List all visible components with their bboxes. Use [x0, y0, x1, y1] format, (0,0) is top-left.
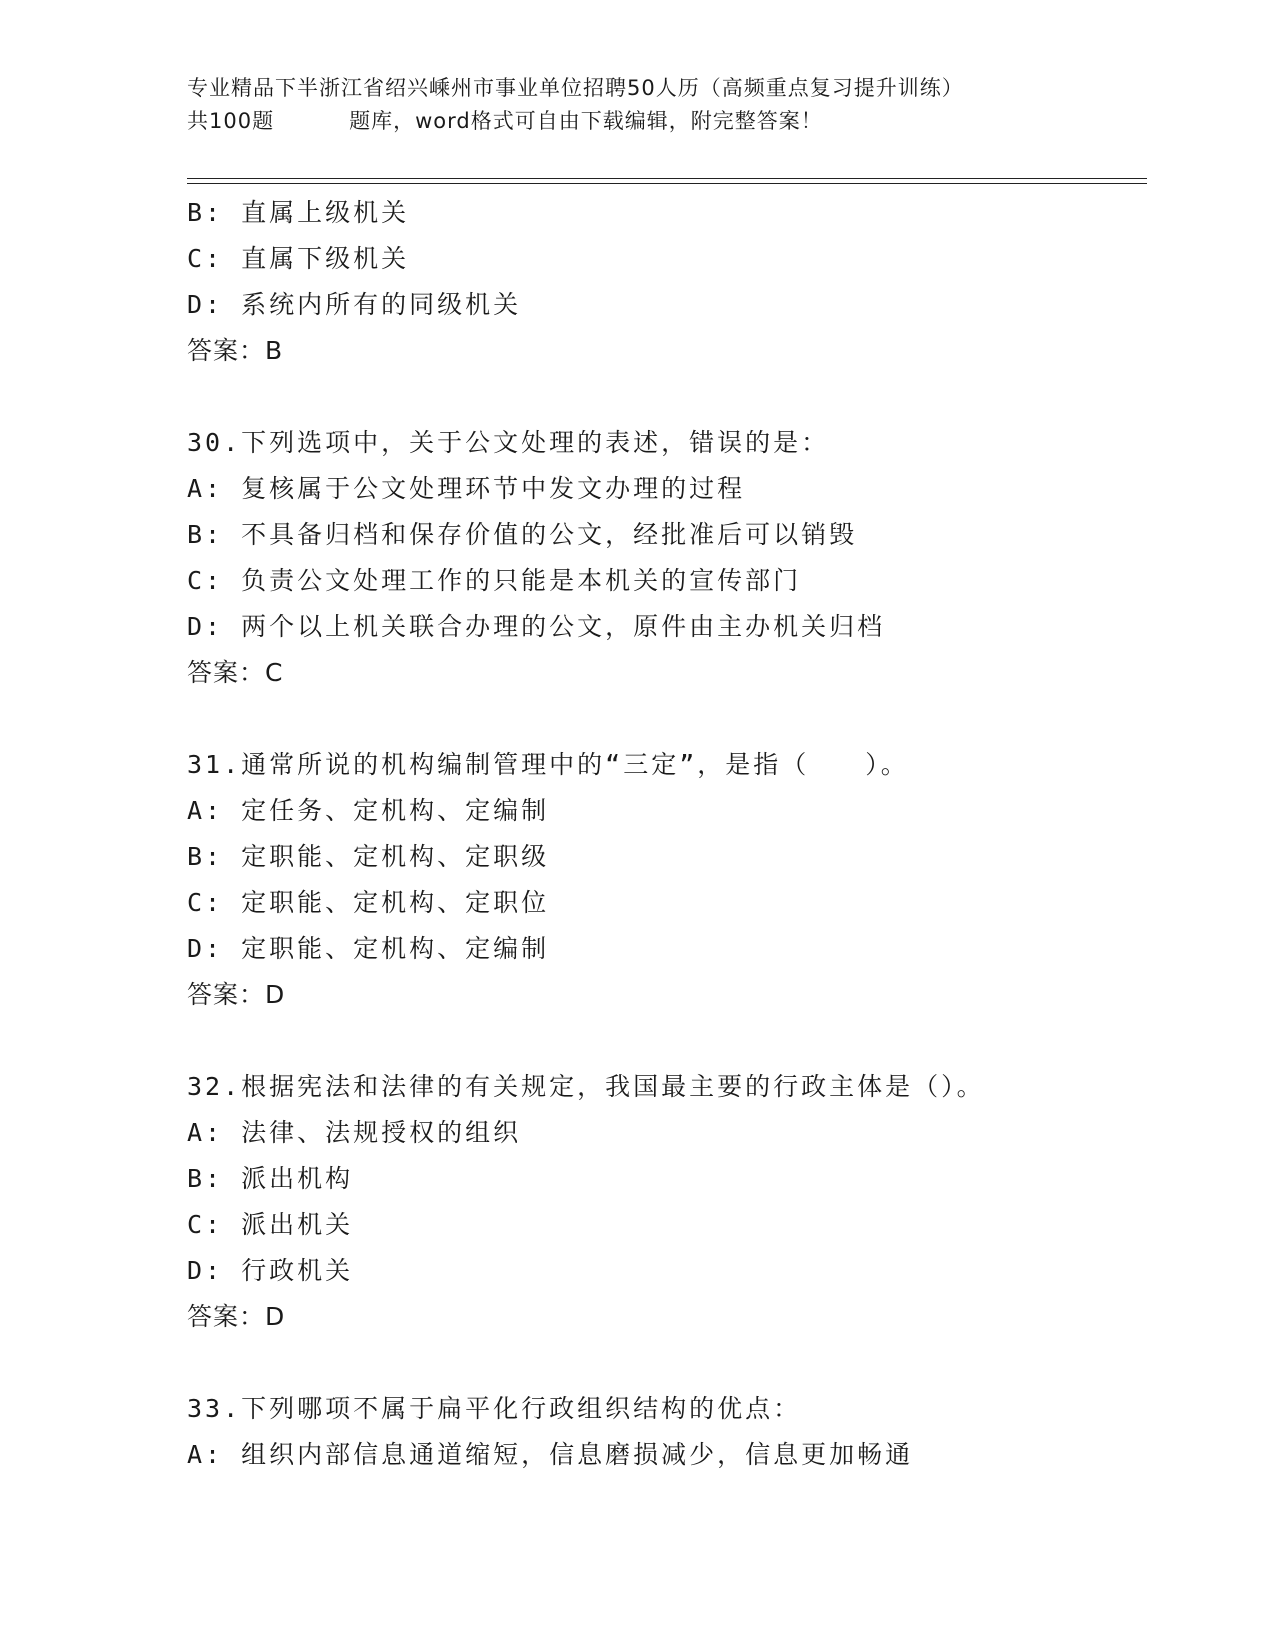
option-d: D: 两个以上机关联合办理的公文，原件由主办机关归档 [187, 612, 886, 641]
page-header [187, 72, 1147, 138]
answer-text: 答案：D [187, 1302, 286, 1331]
block-spacer [187, 1018, 1147, 1064]
option-a: A: 法律、法规授权的组织 [187, 1118, 522, 1147]
header-subtitle [187, 105, 1147, 138]
option-d: D: 系统内所有的同级机关 [187, 290, 522, 319]
header-divider-bottom [187, 183, 1147, 184]
answer-text: 答案：D [187, 980, 286, 1009]
option-a: A: 复核属于公文处理环节中发文办理的过程 [187, 474, 746, 503]
question-list [187, 190, 1147, 1478]
block-spacer [187, 1340, 1147, 1386]
header-title: 专业精品下半浙江省绍兴嵊州市事业单位招聘50人历（高频重点复习提升训练） [187, 76, 964, 100]
option-b: B: 不具备归档和保存价值的公文，经批准后可以销毁 [187, 520, 858, 549]
option-d: D: 行政机关 [187, 1256, 354, 1285]
header-divider-top [187, 178, 1147, 179]
option-c: C: 负责公文处理工作的只能是本机关的宣传部门 [187, 566, 802, 595]
header-description: 题库，word格式可自由下载编辑，附完整答案！ [349, 109, 823, 133]
question-31: 31.通常所说的机构编制管理中的“三定”，是指（ ）。 [187, 750, 909, 779]
option-c: C: 派出机关 [187, 1210, 354, 1239]
answer-text: 答案：B [187, 336, 284, 365]
block-spacer [187, 696, 1147, 742]
answer-text: 答案：C [187, 658, 284, 687]
question-32: 32.根据宪法和法律的有关规定，我国最主要的行政主体是（）。 [187, 1072, 985, 1101]
option-a: A: 定任务、定机构、定编制 [187, 796, 550, 825]
option-b: B: 派出机构 [187, 1164, 354, 1193]
option-a: A: 组织内部信息通道缩短，信息磨损减少，信息更加畅通 [187, 1440, 914, 1469]
option-c: C: 定职能、定机构、定职位 [187, 888, 550, 917]
header-count: 共100题 [187, 109, 275, 133]
question-30: 30.下列选项中，关于公文处理的表述，错误的是： [187, 428, 830, 457]
block-spacer [187, 374, 1147, 420]
option-b: B: 直属上级机关 [187, 198, 410, 227]
option-b: B: 定职能、定机构、定职级 [187, 842, 550, 871]
option-d: D: 定职能、定机构、定编制 [187, 934, 550, 963]
question-33: 33.下列哪项不属于扁平化行政组织结构的优点： [187, 1394, 802, 1423]
option-c: C: 直属下级机关 [187, 244, 410, 273]
